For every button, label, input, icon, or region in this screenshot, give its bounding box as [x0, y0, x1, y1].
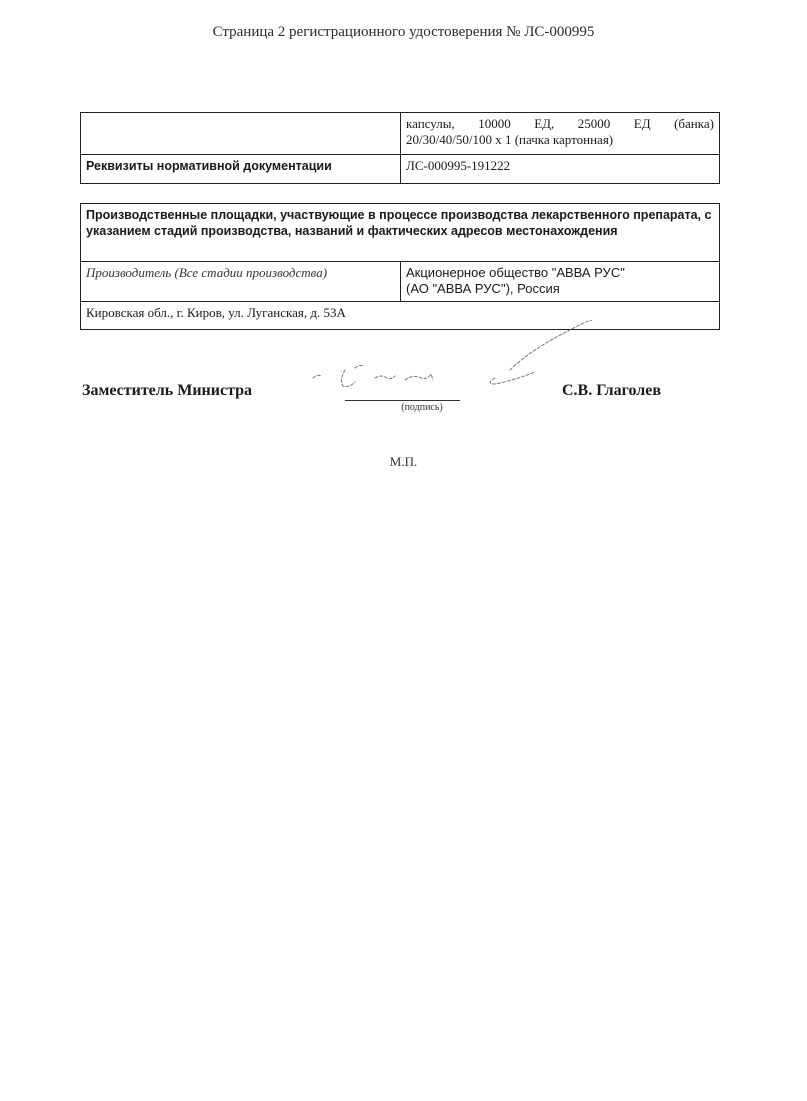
- table-row: [81, 204, 720, 262]
- packaging-table: [80, 112, 720, 184]
- production-sites-heading: Производственные площадки, участвующие в процессе производства лекарственного препарата, с указанием стадий производства, названий и фактических адресов местонахождения: [81, 204, 720, 262]
- production-sites-table: [80, 203, 720, 330]
- signatory-name: С.В. Глаголев: [562, 382, 661, 399]
- table-cell-empty: [81, 113, 401, 155]
- signatory-position: Заместитель Министра: [82, 382, 253, 399]
- manufacturer-value-cell: [401, 262, 720, 302]
- manufacturer-short-name: (АО "АВВА РУС"), Россия: [406, 281, 560, 296]
- normative-docs-value: ЛС-000995-191222: [401, 155, 720, 184]
- normative-docs-label: Реквизиты нормативной документации: [81, 155, 401, 184]
- manufacturer-name: Акционерное общество "АВВА РУС": [406, 265, 625, 280]
- signature-line: [345, 400, 460, 401]
- manufacturer-address: Кировская обл., г. Киров, ул. Луганская, д. 53А: [81, 302, 720, 330]
- manufacturer-label: Производитель (Все стадии производства): [81, 262, 401, 302]
- page-header: Страница 2 регистрационного удостоверения № ЛС-000995: [212, 24, 595, 40]
- handwritten-signature-icon: [305, 320, 605, 400]
- packaging-line-1: капсулы, 10000 ЕД, 25000 ЕД (банка): [406, 116, 714, 131]
- table-row: [81, 262, 720, 302]
- signature-caption: (подпись): [401, 402, 443, 413]
- table-row: [81, 113, 720, 155]
- stamp-placeholder: М.П.: [389, 454, 418, 469]
- table-row: [81, 155, 720, 184]
- packaging-line-2: 20/30/40/50/100 x 1 (пачка картонная): [406, 132, 614, 147]
- packaging-value-cell: [401, 113, 720, 155]
